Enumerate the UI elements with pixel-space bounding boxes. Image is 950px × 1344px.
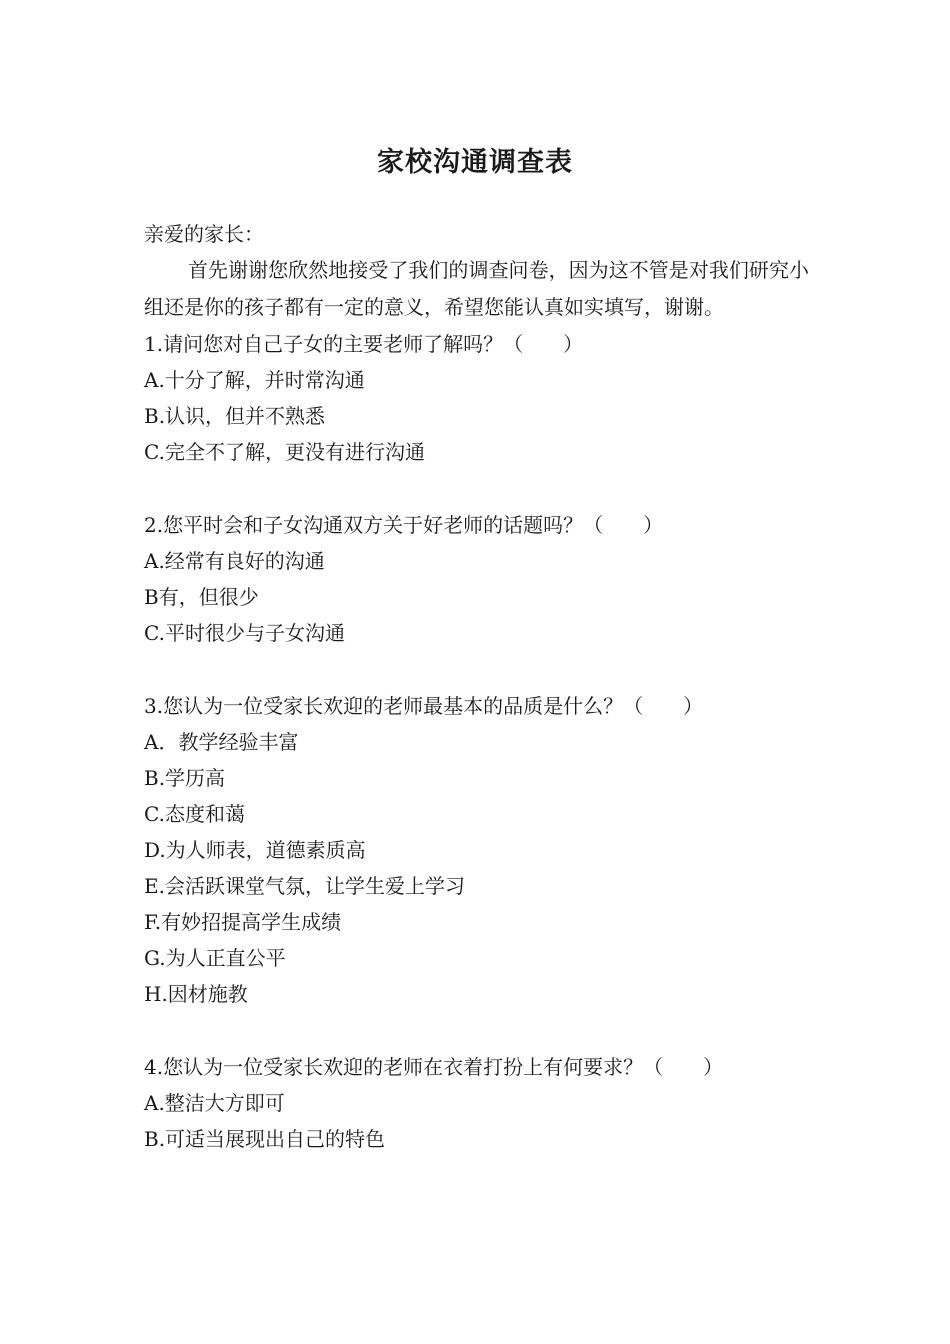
option-item: F.有妙招提高学生成绩 — [144, 910, 342, 934]
spacer — [144, 651, 809, 688]
option-item: B.学历高 — [144, 766, 226, 790]
option-item: A.经常有良好的沟通 — [144, 549, 325, 573]
question-2 — [144, 507, 809, 651]
option-item: E.会活跃课堂气氛，让学生爱上学习 — [144, 874, 465, 898]
option-item: A.十分了解，并时常沟通 — [144, 368, 365, 392]
intro-paragraph: 首先谢谢您欣然地接受了我们的调查问卷，因为这不管是对我们研究小组还是你的孩子都有一定的意义，希望您能认真如实填写，谢谢。 — [144, 258, 809, 319]
option-item: D.为人师表，道德素质高 — [144, 838, 366, 862]
page-title: 家校沟通调查表 — [377, 147, 573, 178]
greeting: 亲爱的家长： — [144, 222, 264, 246]
question-4 — [144, 1049, 809, 1157]
spacer — [144, 470, 809, 507]
question-3 — [144, 688, 809, 1012]
option-item: A．教学经验丰富 — [144, 730, 299, 754]
option-item: B.可适当展现出自己的特色 — [144, 1127, 386, 1151]
option-item: C.完全不了解，更没有进行沟通 — [144, 440, 425, 464]
survey-body — [144, 216, 809, 1157]
option-item: G.为人正直公平 — [144, 946, 286, 970]
option-item: A.整洁大方即可 — [144, 1091, 285, 1115]
option-item: B.认识，但并不熟悉 — [144, 404, 326, 428]
option-item: C.态度和蔼 — [144, 802, 245, 826]
option-item: H.因材施教 — [144, 982, 248, 1006]
spacer — [144, 1012, 809, 1049]
question-text: 2.您平时会和子女沟通双方关于好老师的话题吗？（ ） — [144, 513, 664, 537]
question-text: 1.请问您对自己子女的主要老师了解吗？（ ） — [144, 332, 584, 356]
question-text: 4.您认为一位受家长欢迎的老师在衣着打扮上有何要求？（ ） — [144, 1055, 724, 1079]
option-item: B有，但很少 — [144, 585, 259, 609]
question-text: 3.您认为一位受家长欢迎的老师最基本的品质是什么？（ ） — [144, 694, 704, 718]
option-item: C.平时很少与子女沟通 — [144, 621, 345, 645]
question-1 — [144, 326, 809, 470]
